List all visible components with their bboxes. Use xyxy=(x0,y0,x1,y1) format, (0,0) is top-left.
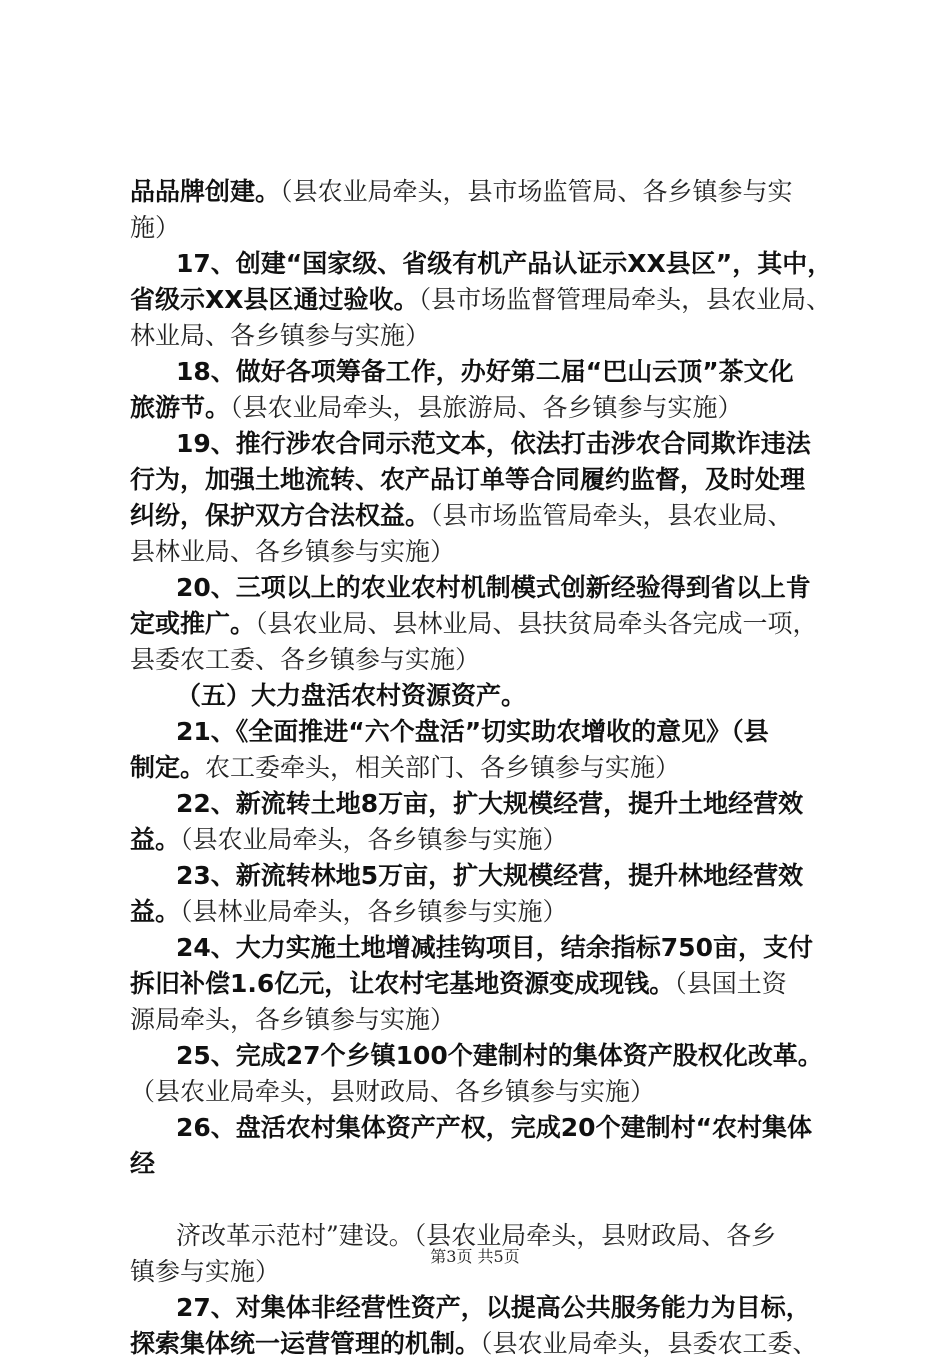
line-note-text: 县委农工委、各乡镇参与实施） xyxy=(130,645,481,674)
line-main-text: 益。 xyxy=(130,825,181,854)
line-note-text: 县林业局、各乡镇参与实施） xyxy=(130,537,456,566)
text-line xyxy=(130,894,830,930)
text-line xyxy=(130,534,830,570)
line-main-text: 19、推行涉农合同示范文本，依法打击涉农合同欺诈违法 xyxy=(176,429,811,458)
line-note-text: 农工委牵头，相关部门、各乡镇参与实施） xyxy=(205,753,681,782)
text-line xyxy=(130,390,830,426)
text-line xyxy=(130,1290,830,1326)
text-line xyxy=(130,282,830,318)
text-line xyxy=(130,462,830,498)
text-line xyxy=(130,1182,830,1218)
line-main-text: 品品牌创建。 xyxy=(130,177,281,206)
body-text xyxy=(130,174,833,1362)
text-line xyxy=(130,174,830,210)
text-line xyxy=(130,1038,830,1074)
line-main-text: 纠纷，保护双方合法权益。 xyxy=(130,501,431,530)
line-main-text: 探索集体统一运营管理的机制。 xyxy=(130,1329,481,1358)
text-line xyxy=(130,1146,830,1182)
text-line xyxy=(130,1074,830,1110)
text-line xyxy=(130,1110,830,1146)
line-note-text: 济改革示范村”建设。（县农业局牵头，县财政局、各乡 xyxy=(176,1221,777,1250)
line-main-text: 25、完成27个乡镇100个建制村的集体资产股权化改革。 xyxy=(176,1041,823,1070)
line-note-text: （县林业局牵头，各乡镇参与实施） xyxy=(180,897,568,926)
text-line xyxy=(130,822,830,858)
line-note-text: （县农业局、县林业局、县扶贫局牵头各完成一项， xyxy=(255,609,818,638)
text-line xyxy=(130,318,830,354)
line-note-text: （县农业局牵头，县委农工委、 xyxy=(480,1329,818,1358)
text-line xyxy=(130,642,830,678)
text-line xyxy=(130,606,830,642)
text-line xyxy=(130,246,833,282)
line-note-text: （县农业局牵头，各乡镇参与实施） xyxy=(180,825,568,854)
line-note-text: （县市场监管局牵头，县农业局、 xyxy=(430,501,793,530)
text-line xyxy=(130,966,830,1002)
line-main-text: 27、对集体非经营性资产，以提高公共服务能力为目标， xyxy=(176,1293,811,1322)
text-line xyxy=(130,750,830,786)
text-line xyxy=(130,858,830,894)
line-main-text: 21、《全面推进“六个盘活”切实助农增收的意见》（县 xyxy=(176,717,769,746)
line-main-text: 20、三项以上的农业农村机制模式创新经验得到省以上肯 xyxy=(176,573,811,602)
line-main-text: 23、新流转林地5万亩，扩大规模经营，提升林地经营效 xyxy=(176,861,804,890)
line-main-text: 24、大力实施土地增减挂钩项目，结余指标750亩，支付 xyxy=(176,933,813,962)
line-main-text: 制定。 xyxy=(130,753,206,782)
text-line xyxy=(130,786,830,822)
line-note-text: 镇参与实施） xyxy=(130,1257,281,1286)
line-main-text: 17、创建“国家级、省级有机产品认证示XX县区”，其中， xyxy=(176,249,833,278)
line-main-text: 旅游节。 xyxy=(130,393,231,422)
text-line xyxy=(130,570,830,606)
line-main-text: 拆旧补偿1.6亿元，让农村宅基地资源变成现钱。 xyxy=(130,969,675,998)
line-main-text: 行为，加强土地流转、农产品订单等合同履约监督，及时处理 xyxy=(130,465,806,494)
line-main-text: 经 xyxy=(130,1149,156,1178)
text-line xyxy=(130,210,830,246)
line-note-text: （县市场监督管理局牵头，县农业局、 xyxy=(418,285,832,314)
line-note-text: 源局牵头，各乡镇参与实施） xyxy=(130,1005,456,1034)
line-main-text: 益。 xyxy=(130,897,181,926)
text-line xyxy=(130,930,830,966)
line-note-text: 施） xyxy=(130,213,181,242)
line-main-text: （五）大力盘活农村资源资产。 xyxy=(176,681,527,710)
text-line xyxy=(130,498,830,534)
line-main-text: 定或推广。 xyxy=(130,609,256,638)
text-line xyxy=(130,678,830,714)
page-footer: 第3页 共5页 xyxy=(430,1247,520,1266)
line-main-text: 18、做好各项筹备工作，办好第二届“巴山云顶”茶文化 xyxy=(176,357,794,386)
text-line xyxy=(130,426,830,462)
line-main-text: 22、新流转土地8万亩，扩大规模经营，提升土地经营效 xyxy=(176,789,804,818)
line-main-text: 26、盘活农村集体资产产权，完成20个建制村“农村集体 xyxy=(176,1113,813,1142)
line-note-text: （县农业局牵头，县财政局、各乡镇参与实施） xyxy=(130,1077,656,1106)
text-line xyxy=(130,354,830,390)
text-line xyxy=(130,714,830,750)
line-note-text: （县农业局牵头，县市场监管局、各乡镇参与实 xyxy=(280,177,793,206)
text-line xyxy=(130,1326,830,1362)
line-note-text: （县国土资 xyxy=(674,969,787,998)
line-note-text: 林业局、各乡镇参与实施） xyxy=(130,321,431,350)
line-main-text: 省级示XX县区通过验收。 xyxy=(130,285,419,314)
text-line xyxy=(130,1002,830,1038)
line-note-text: （县农业局牵头，县旅游局、各乡镇参与实施） xyxy=(230,393,743,422)
